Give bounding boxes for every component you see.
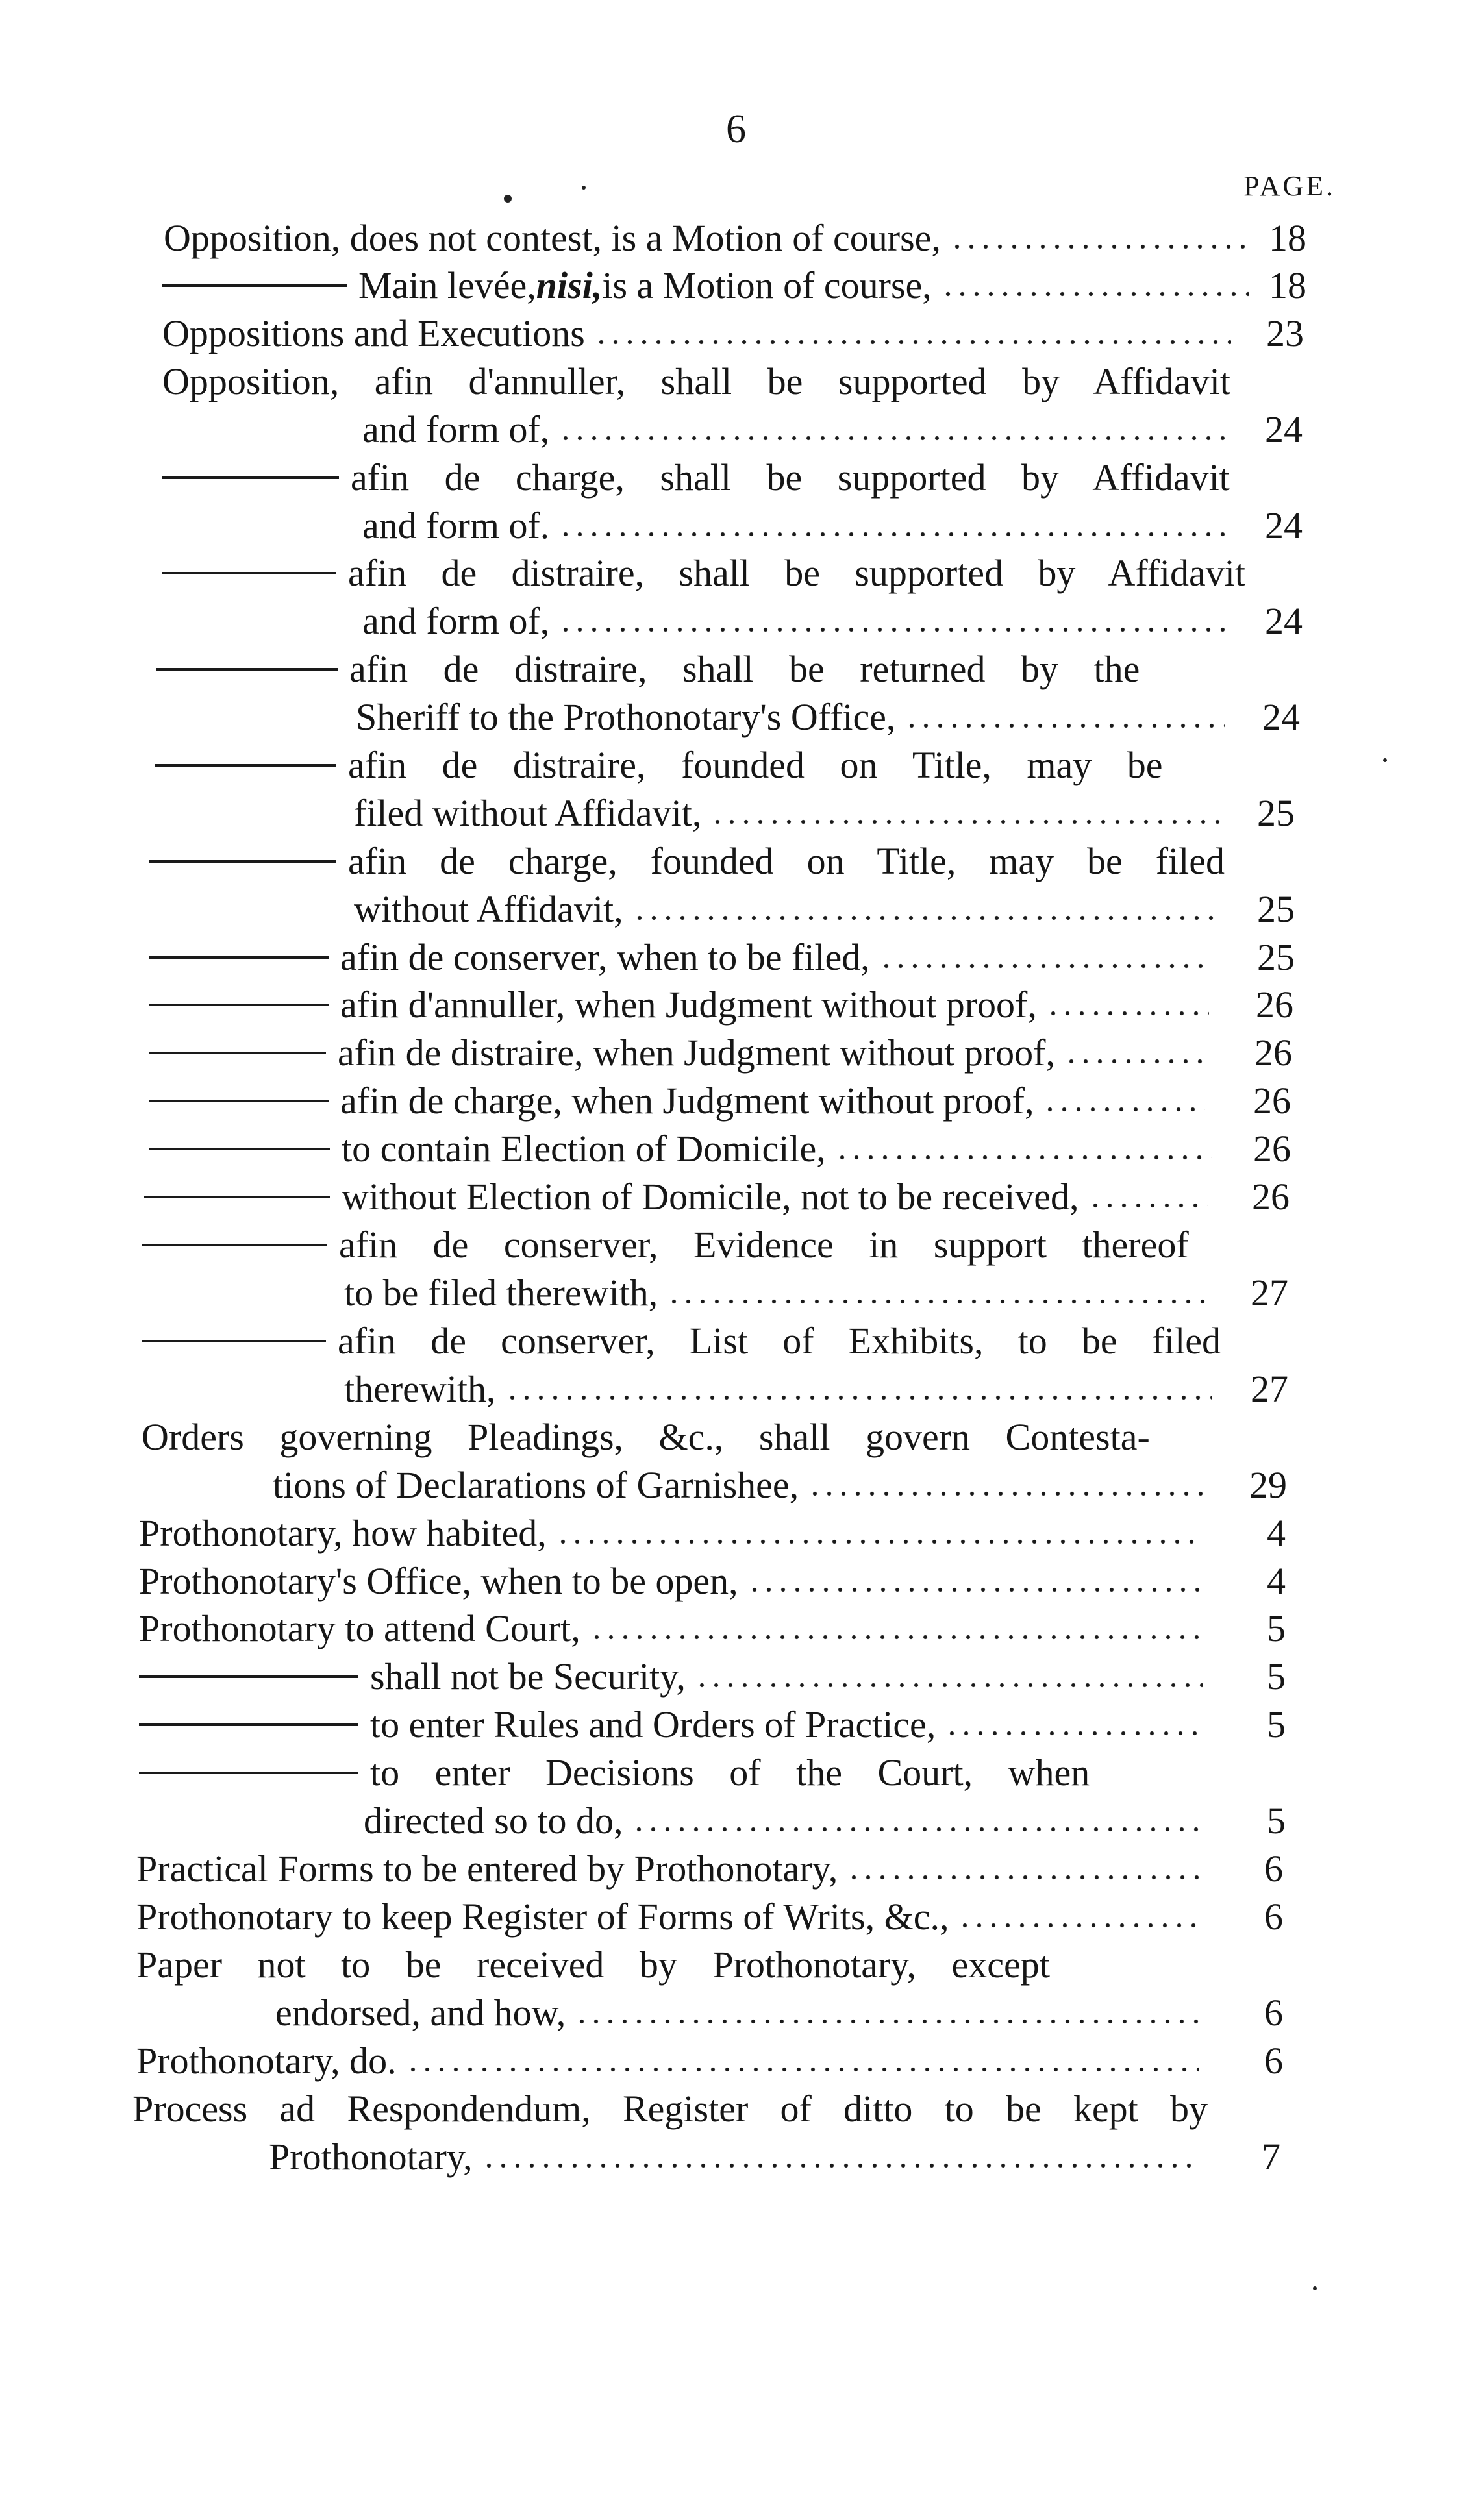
ditto-dash (162, 572, 336, 574)
dot-leader (904, 721, 1225, 730)
dot-leader (945, 1729, 1203, 1738)
page-reference: 5 (1267, 1703, 1286, 1746)
page-reference: 26 (1254, 1031, 1292, 1074)
entry-text: afin de conserver, when to be filed, (340, 936, 870, 978)
entry-text: Prothonotary, do. (136, 2040, 397, 2082)
entry-text: Opposition, does not contest, is a Motion of course, (164, 217, 941, 259)
entry-text: and form of. (362, 504, 550, 547)
dot-leader (632, 1825, 1203, 1834)
index-subentry (149, 1123, 1221, 1175)
index-subentry (149, 835, 1225, 887)
page-reference: 26 (1253, 1128, 1291, 1170)
entry-text: Prothonotary, (269, 2136, 473, 2178)
index-entry (139, 1555, 1212, 1607)
page-reference: 18 (1269, 217, 1306, 259)
page-reference: 23 (1266, 312, 1304, 354)
page-column-label: PAGE. (1243, 170, 1336, 202)
index-subentry (155, 739, 1231, 791)
entry-text: tions of Declarations of Garnishee, (273, 1464, 799, 1506)
entry-text: afin d'annuller, when Judgment without proof, (340, 983, 1037, 1026)
dot-leader (941, 290, 1249, 299)
entry-text: without Election of Domicile, not to be received, (342, 1176, 1079, 1218)
entry-text: without Affidavit, (354, 888, 623, 930)
dot-leader (747, 1585, 1203, 1594)
dot-leader (558, 434, 1230, 443)
entry-text: Orders governing Pleadings, &c., shall govern Contesta- (142, 1416, 1150, 1458)
index-subentry (162, 260, 1258, 312)
dot-leader (710, 817, 1223, 826)
page-reference: 6 (1264, 1847, 1283, 1890)
entry-text: is a Motion of course, (602, 264, 932, 306)
page-reference: 6 (1264, 2040, 1283, 2082)
entry-text: afin de distraire, when Judgment without proof, (338, 1031, 1055, 1074)
index-subentry (156, 643, 1235, 695)
ditto-dash (155, 764, 336, 767)
page-reference: 24 (1265, 600, 1303, 642)
index-entry (136, 1939, 1208, 1991)
entry-text: endorsed, and how, (275, 1992, 566, 2034)
index-subentry (139, 1747, 1212, 1799)
index-entry (269, 2131, 1204, 2183)
entry-text: Prothonotary's Office, when to be open, (139, 1560, 738, 1602)
index-subentry (162, 547, 1245, 599)
page-reference: 7 (1262, 2136, 1280, 2178)
page-reference: 5 (1267, 1799, 1286, 1842)
dot-leader (406, 2065, 1199, 2074)
page-reference: 5 (1267, 1607, 1286, 1649)
index-subentry (142, 1219, 1221, 1271)
entry-text: Sheriff to the Prothonotary's Office, (356, 696, 896, 738)
page-reference: 27 (1251, 1272, 1288, 1314)
index-entry (164, 212, 1258, 264)
ditto-dash (156, 668, 338, 671)
page-reference: 25 (1257, 888, 1295, 930)
ditto-dash (149, 1100, 329, 1102)
dot-leader (632, 913, 1219, 922)
dot-leader (590, 1633, 1203, 1642)
ditto-dash (149, 956, 329, 959)
index-entry (273, 1459, 1216, 1511)
entry-text: Main levée, (358, 264, 536, 306)
index-subentry (139, 1699, 1212, 1751)
entry-text: shall not be Security, (370, 1655, 686, 1698)
ditto-dash (139, 1772, 358, 1774)
dot-leader (847, 1873, 1199, 1882)
dot-leader (1064, 1057, 1208, 1066)
index-entry (364, 1795, 1212, 1847)
index-entry (354, 883, 1229, 935)
dot-leader (558, 530, 1230, 539)
ditto-dash (149, 860, 336, 863)
index-entry (344, 1363, 1221, 1415)
page-reference: 5 (1267, 1655, 1286, 1698)
dot-leader (950, 242, 1249, 251)
index-entry (344, 1267, 1221, 1319)
page-reference: 18 (1269, 264, 1306, 306)
entry-text: directed so to do, (364, 1799, 623, 1842)
page-reference: 26 (1252, 1176, 1290, 1218)
index-subentry (149, 1075, 1214, 1127)
index-subentry (139, 1651, 1212, 1703)
index-subentry (142, 1315, 1221, 1367)
page-reference: 6 (1264, 1992, 1283, 2034)
index-entry (136, 1891, 1208, 1943)
dot-leader (594, 338, 1231, 347)
index-entry (136, 2035, 1208, 2087)
entry-text: to be filed therewith, (344, 1272, 658, 1314)
dot-leader (835, 1153, 1212, 1162)
ditto-dash (139, 1675, 358, 1678)
entry-text: afin de distraire, shall be returned by the (349, 648, 1140, 690)
entry-text: afin de charge, shall be supported by Affidavit (351, 456, 1230, 499)
page-reference: 29 (1249, 1464, 1287, 1506)
ditto-dash (149, 1052, 326, 1054)
dot-leader (958, 1921, 1199, 1930)
entry-text: afin de conserver, List of Exhibits, to be filed (338, 1320, 1221, 1362)
page-reference: 24 (1265, 408, 1303, 451)
index-entry (362, 500, 1239, 552)
index-subentry (144, 1171, 1217, 1223)
dot-leader (558, 625, 1230, 634)
index-entry (362, 595, 1239, 647)
dot-leader (575, 2017, 1199, 2026)
index-entry (362, 404, 1239, 456)
ditto-dash (139, 1723, 358, 1726)
dot-leader (1088, 1201, 1208, 1210)
ditto-dash (149, 1004, 329, 1006)
dot-leader (1043, 1105, 1205, 1114)
index-subentry (162, 452, 1245, 504)
index-entry (356, 691, 1234, 743)
ditto-dash (162, 284, 347, 287)
page-reference: 26 (1253, 1080, 1291, 1122)
ditto-dash (162, 476, 339, 479)
entry-text: to contain Election of Domicile, (342, 1128, 826, 1170)
dot-leader (667, 1297, 1212, 1306)
ditto-dash (142, 1244, 327, 1246)
index-entry (139, 1507, 1212, 1559)
dot-leader (482, 2161, 1195, 2170)
dot-leader (505, 1393, 1212, 1402)
entry-text: Prothonotary to keep Register of Forms of Writs, &c., (136, 1896, 949, 1938)
index-entry (136, 1843, 1208, 1895)
dot-leader (1046, 1009, 1209, 1018)
index-entry (275, 1987, 1208, 2039)
page-reference: 4 (1267, 1560, 1286, 1602)
page-reference: 24 (1265, 504, 1303, 547)
page-reference: 6 (1264, 1896, 1283, 1938)
page-reference: 27 (1251, 1368, 1288, 1410)
entry-text: Paper not to be received by Prothonotary, except (136, 1944, 1050, 1986)
ditto-dash (144, 1196, 330, 1198)
entry-text: Prothonotary to attend Court, (139, 1607, 580, 1649)
entry-text: Opposition, afin d'annuller, shall be supported by Affidavit (162, 360, 1231, 402)
entry-text: and form of, (362, 408, 550, 451)
entry-text: afin de charge, when Judgment without proof, (340, 1080, 1034, 1122)
entry-text: afin de distraire, shall be supported by Affidavit (348, 552, 1245, 594)
entry-text: to enter Decisions of the Court, when (370, 1751, 1090, 1794)
dot-leader (695, 1681, 1203, 1690)
index-subentry (149, 1027, 1217, 1079)
index-subentry (149, 932, 1221, 983)
page-reference: 26 (1256, 983, 1293, 1026)
entry-text: afin de charge, founded on Title, may be filed (348, 840, 1225, 882)
entry-text: to enter Rules and Orders of Practice, (370, 1703, 936, 1746)
dot-leader (556, 1537, 1203, 1546)
entry-text: afin de distraire, founded on Title, may be (348, 744, 1163, 786)
entry-text: Practical Forms to be entered by Prothonotary, (136, 1847, 838, 1890)
entry-text: filed without Affidavit, (354, 792, 702, 834)
entry-text: afin de conserver, Evidence in support thereof (339, 1224, 1189, 1266)
page-reference: 4 (1267, 1512, 1286, 1554)
ditto-dash (149, 1148, 330, 1150)
index-entry (139, 1603, 1212, 1655)
index-entry (142, 1411, 1221, 1463)
index-entry (132, 2083, 1208, 2135)
dot-leader (879, 961, 1212, 970)
ditto-dash (142, 1340, 326, 1342)
entry-text: Prothonotary, how habited, (139, 1512, 547, 1554)
entry-text: Process ad Respondendum, Register of ditto to be kept by (132, 2088, 1208, 2130)
page-reference: 25 (1257, 936, 1295, 978)
index-entry (162, 356, 1245, 408)
index-entry (354, 787, 1232, 839)
entry-text: Oppositions and Executions (162, 312, 585, 354)
index-entry (162, 308, 1240, 360)
dot-leader (808, 1489, 1206, 1498)
index-subentry (149, 979, 1218, 1031)
page-reference: 24 (1262, 696, 1300, 738)
page-number: 6 (726, 107, 746, 151)
page-reference: 25 (1257, 792, 1295, 834)
entry-text: nisi, (536, 264, 603, 306)
entry-text: therewith, (344, 1368, 496, 1410)
entry-text: and form of, (362, 600, 550, 642)
